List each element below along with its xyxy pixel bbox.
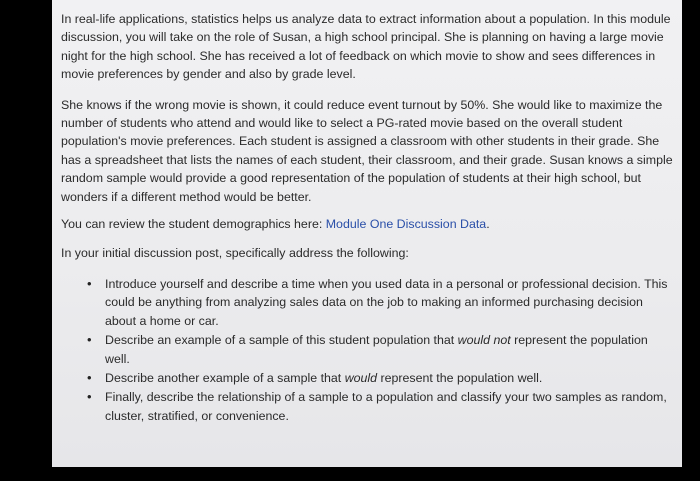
scenario-paragraph: She knows if the wrong movie is shown, it could reduce event turnout by 50%. She would like to maximize the number of students who attend and would like to select a PG-rated movie based on the overall student population's movie preferences. Each student is assigned a classroom with other students in their grade. She has a spreadsheet that lists the names of each student, their classroom, and their grade. Susan knows a simple random sample would provide a good representation of the population of students at their high school, but wonders if a different method would be better. <box>61 97 673 204</box>
bullet-icon: • <box>87 369 92 385</box>
list-item-text-end: represent the population well. <box>377 370 543 385</box>
review-prefix: You can review the student demographics here: <box>61 217 326 232</box>
list-item-text-start: Describe another example of a sample that <box>105 370 345 385</box>
list-item-text <box>105 371 542 385</box>
intro-paragraph: In real-life applications, statistics helps us analyze data to extract information about a population. In this module discussion, you will take on the role of Susan, a high school principal. She is planning on having a large movie night for the high school. She has received a lot of feedback on which movie to show and sees differences in movie preferences by gender and also by grade level. <box>61 12 671 82</box>
instructions-heading: In your initial discussion post, specifically address the following: <box>61 246 409 261</box>
list-item <box>87 388 673 425</box>
list-item-text-start: Describe an example of a sample of this student population that <box>105 333 458 348</box>
list-item-emphasis: would not <box>457 333 511 348</box>
list-item-emphasis: would <box>344 370 378 385</box>
list-item-text <box>105 333 648 365</box>
list-item <box>87 275 673 330</box>
document-page <box>52 0 682 467</box>
list-item-text-end: represent the population well. <box>105 333 648 366</box>
bullet-icon: • <box>87 332 92 348</box>
review-suffix: . <box>486 217 490 232</box>
review-paragraph <box>61 215 673 233</box>
bottom-border <box>52 467 682 481</box>
list-item-text: Finally, describe the relationship of a sample to a population and classify your two samples as random, cluster, stratified, or convenience. <box>105 390 667 423</box>
discussion-prompt <box>61 10 673 426</box>
requirements-list <box>61 275 673 425</box>
list-item-text: Introduce yourself and describe a time when you used data in a personal or professional decision. This could be anything from analyzing sales data on the job to making an informed purchasing decision about a home or car. <box>105 276 668 328</box>
list-item <box>87 369 673 387</box>
list-item <box>87 331 673 368</box>
bullet-icon: • <box>87 389 92 405</box>
module-data-link[interactable]: Module One Discussion Data <box>325 217 487 232</box>
bullet-icon: • <box>87 275 92 291</box>
